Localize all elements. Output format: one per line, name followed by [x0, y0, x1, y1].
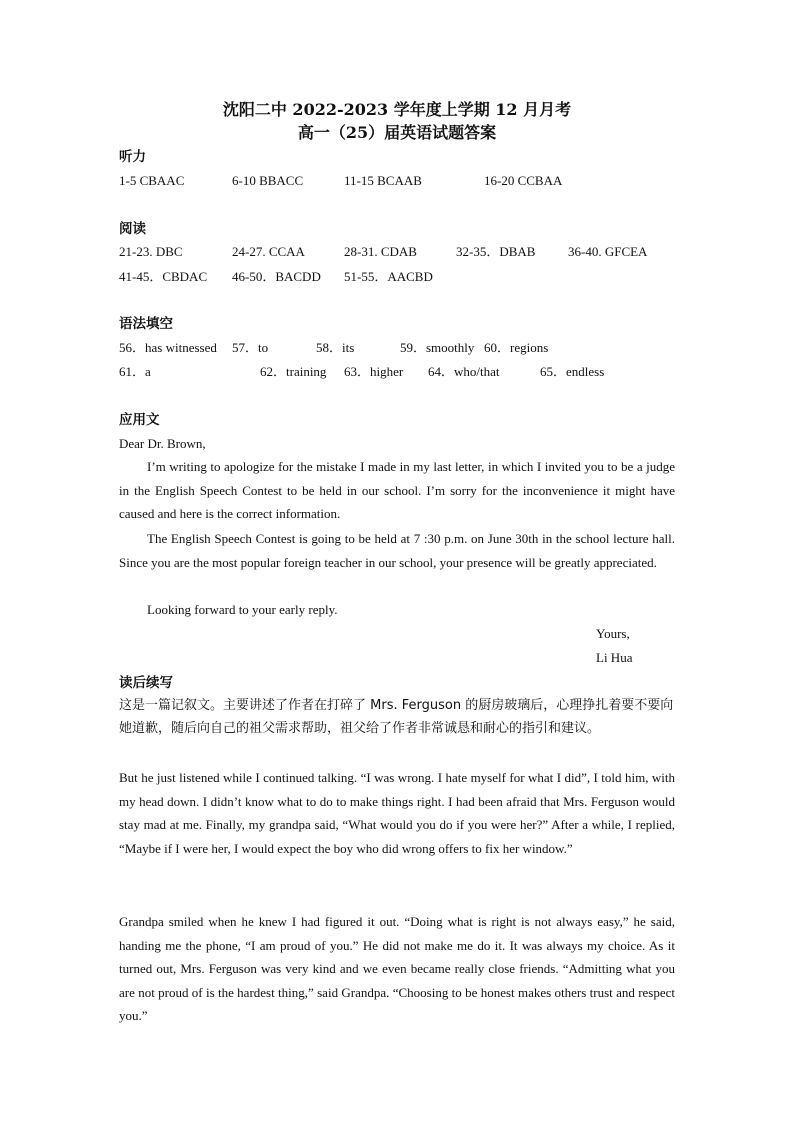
letter-paragraph: I’m writing to apologize for the mistake I made in my last letter, in which I invited you to be a judge in the English Speech Contest to be held in our school. I’m sorry for the inconvenience it might have caused and here is the correct information. [119, 459, 675, 521]
answer-group: 21-23. DBC [119, 244, 183, 259]
answer-group: 41-45．CBDAC [119, 269, 208, 284]
continuation-paragraph: But he just listened while I continued talking. “I was wrong. I hate myself for what I did”, I told him, with my head down. I didn’t know what to do to make things right. I had been afraid that Mrs. Ferguson would stay mad at me. Finally, my grandpa said, “What would you do if you were her?” After a while, I replied, “Maybe if I were her, I would expect the boy who did wrong offers to fix her window.” [119, 770, 675, 856]
section-heading-applied-writing: 应用文 [119, 412, 160, 428]
answer-item: 65．endless [540, 364, 605, 379]
answer-item: 61．a [119, 364, 151, 379]
page-subtitle: 高一（25）届英语试题答案 [297, 123, 497, 142]
section-heading-continuation: 读后续写 [119, 675, 173, 691]
answer-group: 24-27. CCAA [232, 244, 305, 259]
answer-item: 64．who/that [428, 364, 500, 379]
section-heading-reading: 阅读 [119, 221, 146, 237]
answer-group: 11-15 BCAAB [344, 173, 422, 188]
answer-group: 16-20 CCBAA [484, 173, 563, 188]
letter-paragraph: Looking forward to your early reply. [147, 602, 338, 617]
answer-item: 59．smoothly [400, 340, 475, 355]
answer-item: 63．higher [344, 364, 404, 379]
answer-group: 51-55．AACBD [344, 269, 433, 284]
answer-group: 36-40. GFCEA [568, 244, 648, 259]
answer-group: 28-31. CDAB [344, 244, 417, 259]
answer-group: 1-5 CBAAC [119, 173, 185, 188]
section-heading-grammar: 语法填空 [119, 316, 173, 332]
answer-group: 32-35．DBAB [456, 244, 536, 259]
answer-item: 57．to [232, 340, 269, 355]
section-heading-listening: 听力 [119, 149, 146, 165]
answer-item: 60．regions [484, 340, 549, 355]
continuation-paragraph: Grandpa smiled when he knew I had figured it out. “Doing what is right is not always easy,” he said, handing me the phone, “I am proud of you.” He did not make me do it. It was always my choice. As it turned out, Mrs. Ferguson was very kind and we even became really close friends. “Admitting what you are not proud of is the hardest thing,” said Grandpa. “Choosing to be honest makes others trust and respect you.” [119, 914, 675, 1023]
letter-signature: Li Hua [596, 650, 633, 665]
answer-item: 62．training [260, 364, 327, 379]
letter-paragraph: The English Speech Contest is going to be held at 7 :30 p.m. on June 30th in the school lecture hall. Since you are the most popular foreign teacher in our school, your presence will be greatly appreciated. [119, 531, 675, 570]
page-title: 沈阳二中 2022-2023 学年度上学期 12 月月考 [222, 100, 572, 119]
answer-group: 46-50．BACDD [232, 269, 321, 284]
answer-group: 6-10 BBACC [232, 173, 304, 188]
answer-item: 56．has witnessed [119, 340, 217, 355]
answer-item: 58．its [316, 340, 355, 355]
continuation-summary: 这是一篇记叙文。主要讲述了作者在打碎了 Mrs. Ferguson 的厨房玻璃后，心理挣扎着要不要向她道歉，随后向自己的祖父需求帮助，祖父给了作者非常诚恳和耐心的指引和建议。 [119, 698, 674, 736]
letter-salutation: Dear Dr. Brown, [119, 436, 206, 451]
letter-closing: Yours, [596, 626, 630, 641]
